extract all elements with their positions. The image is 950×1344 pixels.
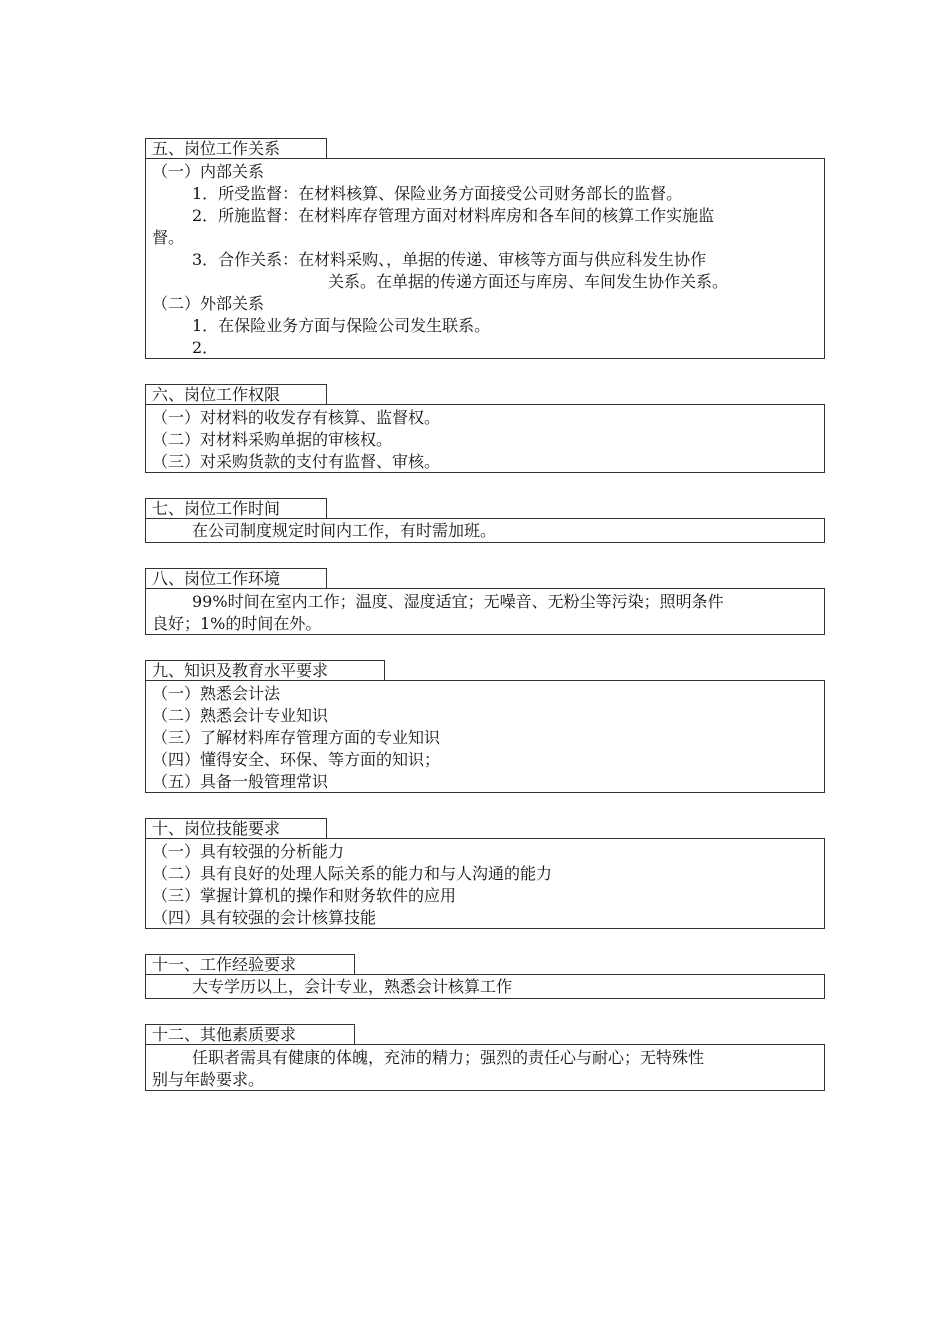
section-title: 七、岗位工作时间 [145, 498, 327, 519]
section-title: 九、知识及教育水平要求 [145, 660, 385, 681]
list-item: （一）具有较强的分析能力 [152, 842, 345, 861]
section-title: 八、岗位工作环境 [145, 568, 327, 589]
section-body [145, 680, 825, 793]
text-line: 1．在保险业务方面与保险公司发生联系。 [192, 316, 491, 335]
list-item: （二）对材料采购单据的审核权。 [152, 430, 393, 449]
text-line: 1．所受监督：在材料核算、保险业务方面接受公司财务部长的监督。 [192, 184, 683, 203]
list-item: （五）具备一般管理常识 [152, 772, 329, 791]
subheading-external: （二）外部关系 [152, 294, 265, 313]
subheading-internal: （一）内部关系 [152, 162, 265, 181]
text-line: 任职者需具有健康的体魄，充沛的精力；强烈的责任心与耐心；无特殊性 [192, 1048, 705, 1067]
text-line: 99%时间在室内工作；温度、湿度适宜；无噪音、无粉尘等污染；照明条件 [192, 592, 724, 611]
section-title: 十一、工作经验要求 [145, 954, 355, 975]
list-item: （一）熟悉会计法 [152, 684, 281, 703]
text-line: 督。 [152, 228, 185, 247]
text-line: 2． [192, 338, 219, 357]
list-item: （四）懂得安全、环保、等方面的知识； [152, 750, 441, 769]
section-body [145, 518, 825, 543]
text-line: 2．所施监督：在材料库存管理方面对材料库房和各车间的核算工作实施监 [192, 206, 715, 225]
section-title: 五、岗位工作关系 [145, 138, 327, 159]
text-line: 别与年龄要求。 [152, 1070, 265, 1089]
list-item: （三）了解材料库存管理方面的专业知识 [152, 728, 441, 747]
text-line: 关系。在单据的传递方面还与库房、车间发生协作关系。 [328, 272, 729, 291]
list-item: （三）对采购货款的支付有监督、审核。 [152, 452, 441, 471]
section-body [145, 404, 825, 473]
section-body [145, 158, 825, 359]
text-line: 在公司制度规定时间内工作，有时需加班。 [192, 521, 497, 540]
text-line: 3．合作关系：在材料采购、，单据的传递、审核等方面与供应科发生协作 [192, 250, 707, 269]
list-item: （三）掌握计算机的操作和财务软件的应用 [152, 886, 457, 905]
list-item: （一）对材料的收发存有核算、监督权。 [152, 408, 441, 427]
section-body [145, 588, 825, 635]
text-line: 良好；1%的时间在外。 [152, 614, 322, 633]
section-title: 十二、其他素质要求 [145, 1024, 355, 1045]
list-item: （二）熟悉会计专业知识 [152, 706, 329, 725]
section-title: 十、岗位技能要求 [145, 818, 327, 839]
list-item: （四）具有较强的会计核算技能 [152, 908, 377, 927]
list-item: （二）具有良好的处理人际关系的能力和与人沟通的能力 [152, 864, 553, 883]
section-body [145, 838, 825, 929]
section-title: 六、岗位工作权限 [145, 384, 327, 405]
section-body [145, 974, 825, 999]
text-line: 大专学历以上，会计专业，熟悉会计核算工作 [192, 977, 513, 996]
section-body [145, 1044, 825, 1091]
